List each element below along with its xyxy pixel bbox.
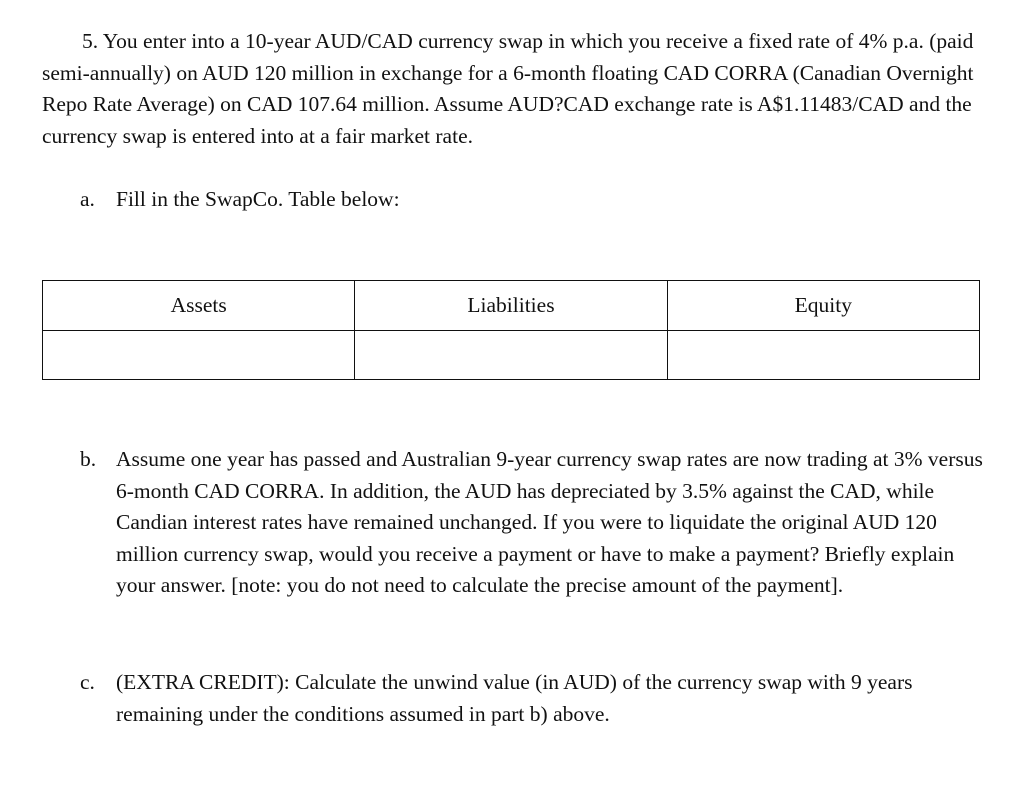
question-5-text: 5. You enter into a 10-year AUD/CAD currency swap in which you receive a fixed rate of 4% p.a. (paid semi-annually) on AUD 120 million in exchange for a 6-month floating CAD CORRA (Canadian Overnight Repo Rate Average) on CAD 107.64 million. Assume AUD?CAD exchange rate is A$1.11483/CAD and the currency swap is entered into at a fair market rate. [42,29,974,148]
part-b-letter: b. [80,447,97,471]
part-c-letter: c. [80,670,95,694]
part-a [80,184,990,216]
cell-assets [43,330,355,380]
part-c [80,667,990,730]
table-row [43,330,980,380]
part-a-text: Fill in the SwapCo. Table below: [116,187,400,211]
cell-liabilities [355,330,667,380]
part-c-text: (EXTRA CREDIT): Calculate the unwind value (in AUD) of the currency swap with 9 years remaining under the conditions assumed in part b) above. [116,670,913,726]
table-header-row [43,281,980,331]
header-assets: Assets [43,281,355,331]
part-b-text: Assume one year has passed and Australian 9-year currency swap rates are now trading at 3% versus 6-month CAD CORRA. In addition, the AUD has depreciated by 3.5% against the CAD, while Candian interest rates have remained unchanged. If you were to liquidate the original AUD 120 million currency swap, would you receive a payment or have to make a payment? Briefly explain your answer. [note: you do not need to calculate the precise amount of the payment]. [116,447,983,597]
part-b [80,444,990,602]
part-a-letter: a. [80,187,95,211]
header-equity: Equity [667,281,979,331]
header-liabilities: Liabilities [355,281,667,331]
swapco-table [42,280,980,380]
cell-equity [667,330,979,380]
